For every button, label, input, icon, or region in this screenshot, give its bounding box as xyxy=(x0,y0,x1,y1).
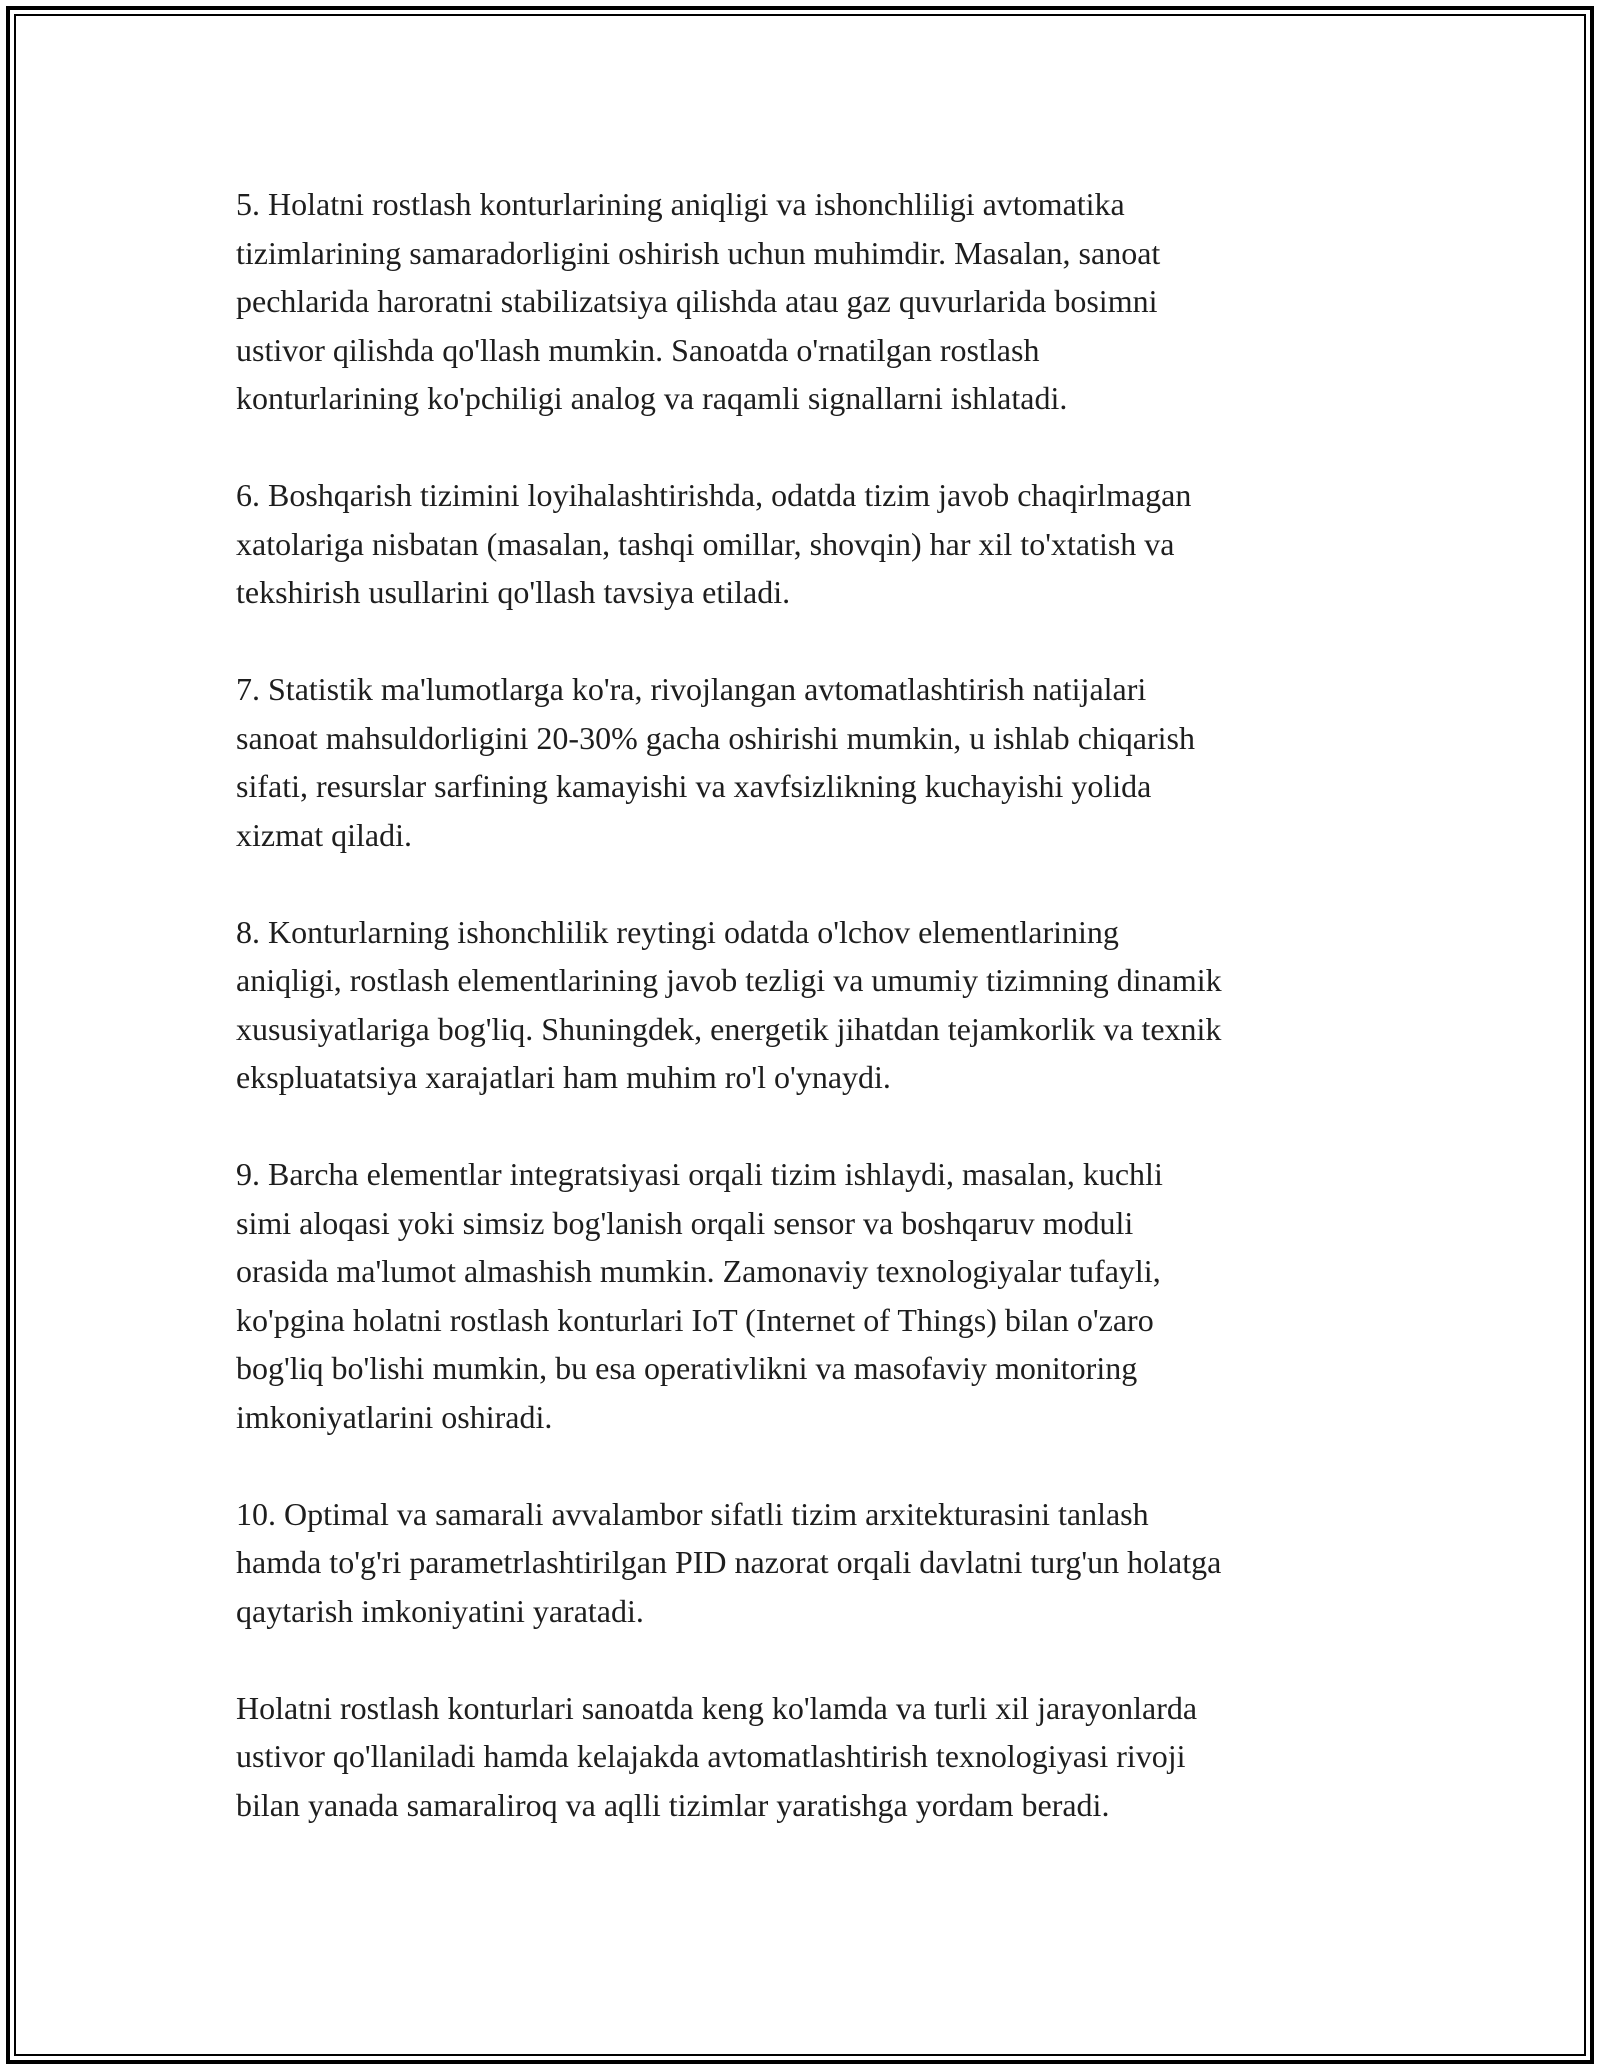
paragraph-line: imkoniyatlarini oshiradi. xyxy=(236,1398,553,1435)
paragraph-line: 9. Barcha elementlar integratsiyasi orqali tizim ishlaydi, masalan, kuchli xyxy=(236,1156,1163,1192)
paragraph-line: konturlarining ko'pchiligi analog va raqamli signallarni ishlatadi. xyxy=(236,380,1068,416)
paragraph-line: 8. Konturlarning ishonchlilik reytingi odatda o'lchov elementlarining xyxy=(236,913,1119,950)
paragraph-line: aniqligi, rostlash elementlarining javob tezligi va umumiy tizimning dinamik xyxy=(236,962,1222,998)
paragraph-line: 10. Optimal va samarali avvalambor sifatli tizim arxitekturasini tanlash xyxy=(236,1495,1149,1532)
paragraph-line: ekspluatatsiya xarajatlari ham muhim ro'l o'ynaydi. xyxy=(236,1059,891,1095)
paragraph-line: 7. Statistik ma'lumotlarga ko'ra, rivojlangan avtomatlashtirish natijalari xyxy=(236,671,1147,707)
paragraph-line: sanoat mahsuldorligini 20-30% gacha oshirishi mumkin, u ishlab chiqarish xyxy=(236,719,1195,756)
paragraph-line: orasida ma'lumot almashish mumkin. Zamonaviy texnologiyalar tufayli, xyxy=(236,1253,1161,1289)
paragraph-line: xususiyatlariga bog'liq. Shuningdek, energetik jihatdan tejamkorlik va texnik xyxy=(236,1010,1222,1047)
paragraph-line: 5. Holatni rostlash konturlarining aniqligi va ishonchliligi avtomatika xyxy=(236,186,1125,222)
paragraph-line: bog'liq bo'lishi mumkin, bu esa operativlikni va masofaviy monitoring xyxy=(236,1350,1138,1386)
paragraph-line: ustivor qilishda qo'llash mumkin. Sanoatda o'rnatilgan rostlash xyxy=(236,331,1040,368)
document-body xyxy=(236,180,1386,1878)
paragraph-9 xyxy=(236,1150,1386,1441)
paragraph-6 xyxy=(236,471,1386,617)
paragraph-line: 6. Boshqarish tizimini loyihalashtirishda, odatda tizim javob chaqirlmagan xyxy=(236,477,1192,513)
paragraph-line: xizmat qiladi. xyxy=(236,816,412,853)
paragraph-5 xyxy=(236,180,1386,423)
paragraph-7 xyxy=(236,665,1386,859)
paragraph-line: tekshirish usullarini qo'llash tavsiya etiladi. xyxy=(236,574,791,610)
paragraph-line: hamda to'g'ri parametrlashtirilgan PID nazorat orqali davlatni turg'un holatga xyxy=(236,1544,1222,1580)
paragraph-line: pechlarida haroratni stabilizatsiya qilishda atau gaz quvurlarida bosimni xyxy=(236,283,1158,319)
paragraph-line: tizimlarining samaradorligini oshirish uchun muhimdir. Masalan, sanoat xyxy=(236,234,1161,271)
paragraph-line: xatolariga nisbatan (masalan, tashqi omillar, shovqin) har xil to'xtatish va xyxy=(236,525,1175,562)
paragraph-8 xyxy=(236,908,1386,1102)
paragraph-line: ustivor qo'llaniladi hamda kelajakda avtomatlashtirish texnologiyasi rivoji xyxy=(236,1738,1186,1774)
paragraph-line: Holatni rostlash konturlari sanoatda keng ko'lamda va turli xil jarayonlarda xyxy=(236,1689,1198,1726)
paragraph-line: ko'pgina holatni rostlash konturlari IoT (Internet of Things) bilan o'zaro xyxy=(236,1301,1154,1338)
paragraph-line: sifati, resurslar sarfining kamayishi va xavfsizlikning kuchayishi yolida xyxy=(236,768,1152,804)
paragraph-conclusion xyxy=(236,1684,1386,1830)
paragraph-line: simi aloqasi yoki simsiz bog'lanish orqali sensor va boshqaruv moduli xyxy=(236,1204,1134,1241)
paragraph-10 xyxy=(236,1490,1386,1636)
paragraph-line: qaytarish imkoniyatini yaratadi. xyxy=(236,1592,644,1629)
paragraph-line: bilan yanada samaraliroq va aqlli tizimlar yaratishga yordam beradi. xyxy=(236,1786,1110,1823)
